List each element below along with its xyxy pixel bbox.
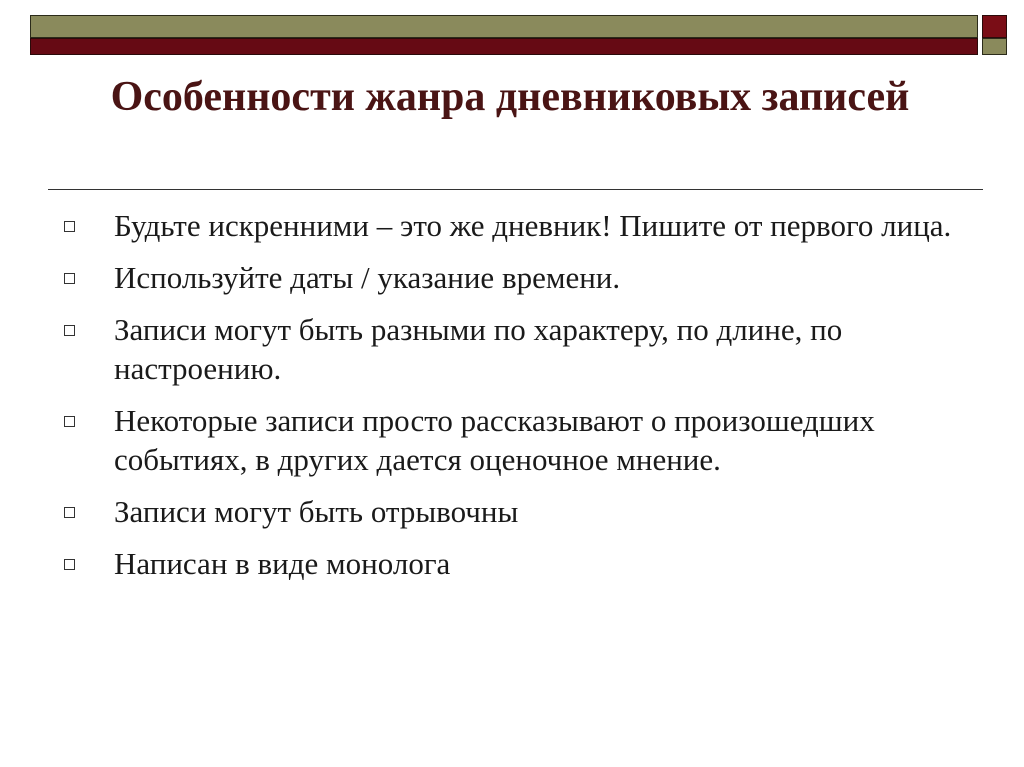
bullet-text: Будьте искренними – это же дневник! Пишите от первого лица. (114, 208, 952, 243)
header-bar-maroon (30, 38, 978, 55)
hollow-square-icon (64, 507, 75, 518)
bullet-text: Записи могут быть отрывочны (114, 494, 519, 529)
header-bar-olive (30, 15, 978, 38)
bullet-item (60, 401, 960, 479)
bullet-text: Некоторые записи просто рассказывают о произошедших событиях, в других дается оценочное мнение. (114, 403, 875, 477)
title-divider (48, 189, 983, 190)
bullet-item (60, 310, 960, 388)
bullet-list (60, 206, 960, 596)
hollow-square-icon (64, 273, 75, 284)
bullet-item (60, 544, 960, 583)
bullet-text: Записи могут быть разными по характеру, по длине, по настроению. (114, 312, 843, 386)
bullet-item (60, 492, 960, 531)
bullet-text: Используйте даты / указание времени. (114, 260, 621, 295)
hollow-square-icon (64, 559, 75, 570)
bullet-text: Написан в виде монолога (114, 546, 451, 581)
corner-square-red (982, 15, 1007, 38)
slide-title: Особенности жанра дневниковых записей (110, 74, 910, 120)
bullet-item (60, 206, 960, 245)
hollow-square-icon (64, 416, 75, 427)
bullet-item (60, 258, 960, 297)
hollow-square-icon (64, 325, 75, 336)
hollow-square-icon (64, 221, 75, 232)
corner-square-olive (982, 38, 1007, 55)
